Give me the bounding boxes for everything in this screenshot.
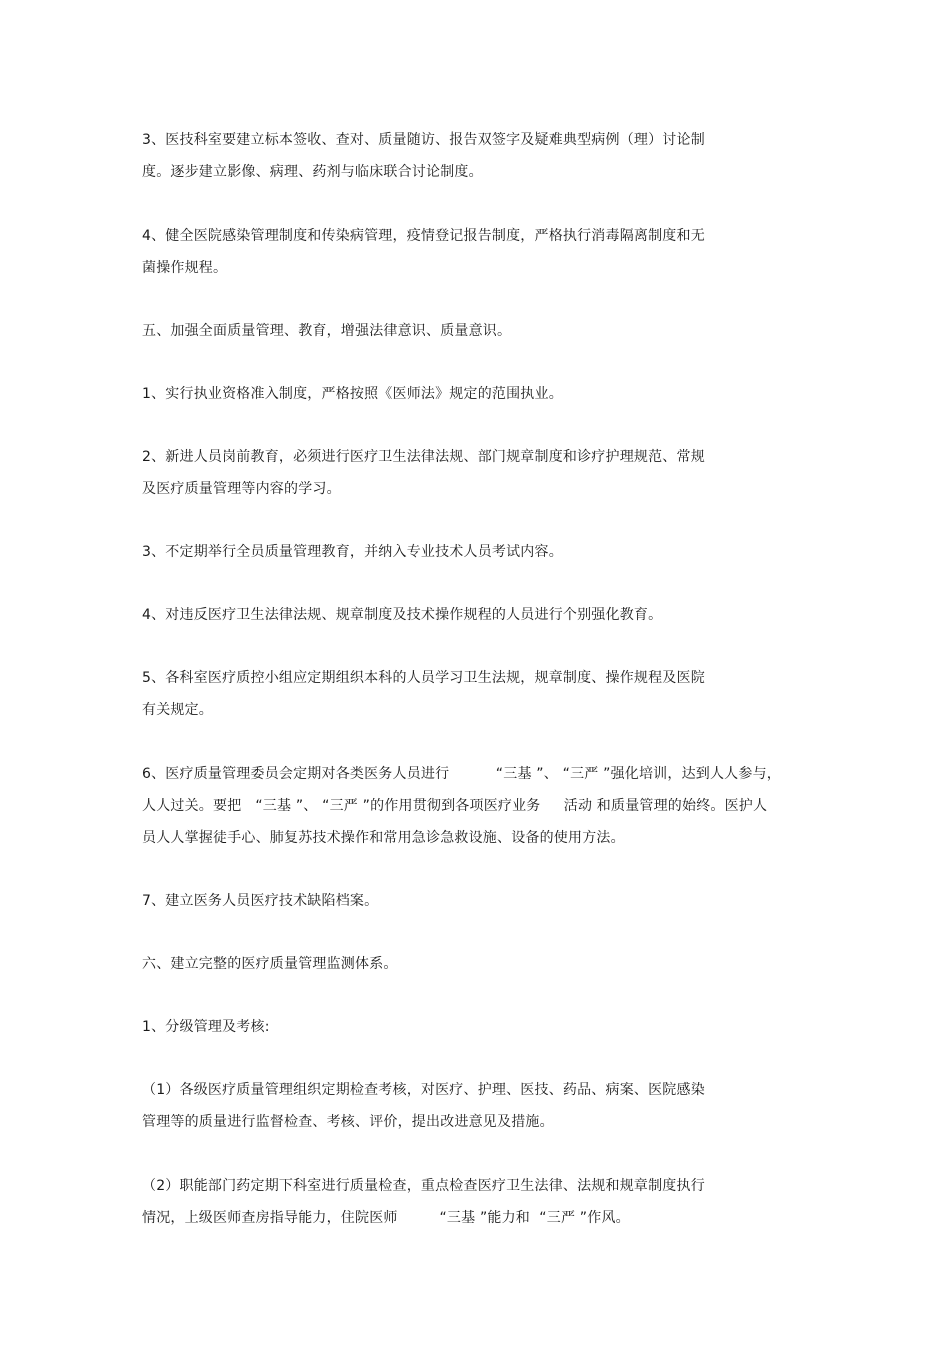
text-line: 1、分级管理及考核: <box>142 1019 270 1035</box>
text-line: （1）各级医疗质量管理组织定期检查考核，对医疗、护理、医技、药品、病案、医院感染 <box>142 1082 705 1098</box>
text-line: 情况，上级医师查房指导能力，住院医师 “三基 ”能力和 “三严 ”作风。 <box>142 1210 630 1226</box>
text-line: 4、健全医院感染管理制度和传染病管理，疫情登记报告制度，严格执行消毒隔离制度和无 <box>142 228 705 244</box>
text-line: 7、建立医务人员医疗技术缺陷档案。 <box>142 893 379 909</box>
text-line: 5、各科室医疗质控小组应定期组织本科的人员学习卫生法规，规章制度、操作规程及医院 <box>142 670 705 686</box>
section-heading: 五、加强全面质量管理、教育，增强法律意识、质量意识。 <box>142 323 512 339</box>
text-line: 及医疗质量管理等内容的学习。 <box>142 481 341 497</box>
text-line: 度。逐步建立影像、病理、药剂与临床联合讨论制度。 <box>142 164 483 180</box>
text-line: 3、不定期举行全员质量管理教育，并纳入专业技术人员考试内容。 <box>142 544 563 560</box>
text-line: 1、实行执业资格准入制度，严格按照《医师法》规定的范围执业。 <box>142 386 563 402</box>
text-line: 3、医技科室要建立标本签收、查对、质量随访、报告双签字及疑难典型病例（理）讨论制 <box>142 132 705 148</box>
text-line: 有关规定。 <box>142 702 213 718</box>
text-line: 6、医疗质量管理委员会定期对各类医务人员进行 “三基 ”、 “三严 ”强化培训，达到人人参与， <box>142 766 781 782</box>
section-heading: 六、建立完整的医疗质量管理监测体系。 <box>142 956 398 972</box>
text-line: 人人过关。要把 “三基 ”、 “三严 ”的作用贯彻到各项医疗业务 活动 和质量管理的始终。医护人 <box>142 798 768 814</box>
text-line: 员人人掌握徒手心、肺复苏技术操作和常用急诊急救设施、设备的使用方法。 <box>142 830 625 846</box>
text-line: 菌操作规程。 <box>142 260 228 276</box>
text-line: 2、新进人员岗前教育，必须进行医疗卫生法律法规、部门规章制度和诊疗护理规范、常规 <box>142 449 705 465</box>
text-line: 4、对违反医疗卫生法律法规、规章制度及技术操作规程的人员进行个别强化教育。 <box>142 607 663 623</box>
text-line: （2）职能部门药定期下科室进行质量检查，重点检查医疗卫生法律、法规和规章制度执行 <box>142 1178 705 1194</box>
text-line: 管理等的质量进行监督检查、考核、评价，提出改进意见及措施。 <box>142 1114 554 1130</box>
